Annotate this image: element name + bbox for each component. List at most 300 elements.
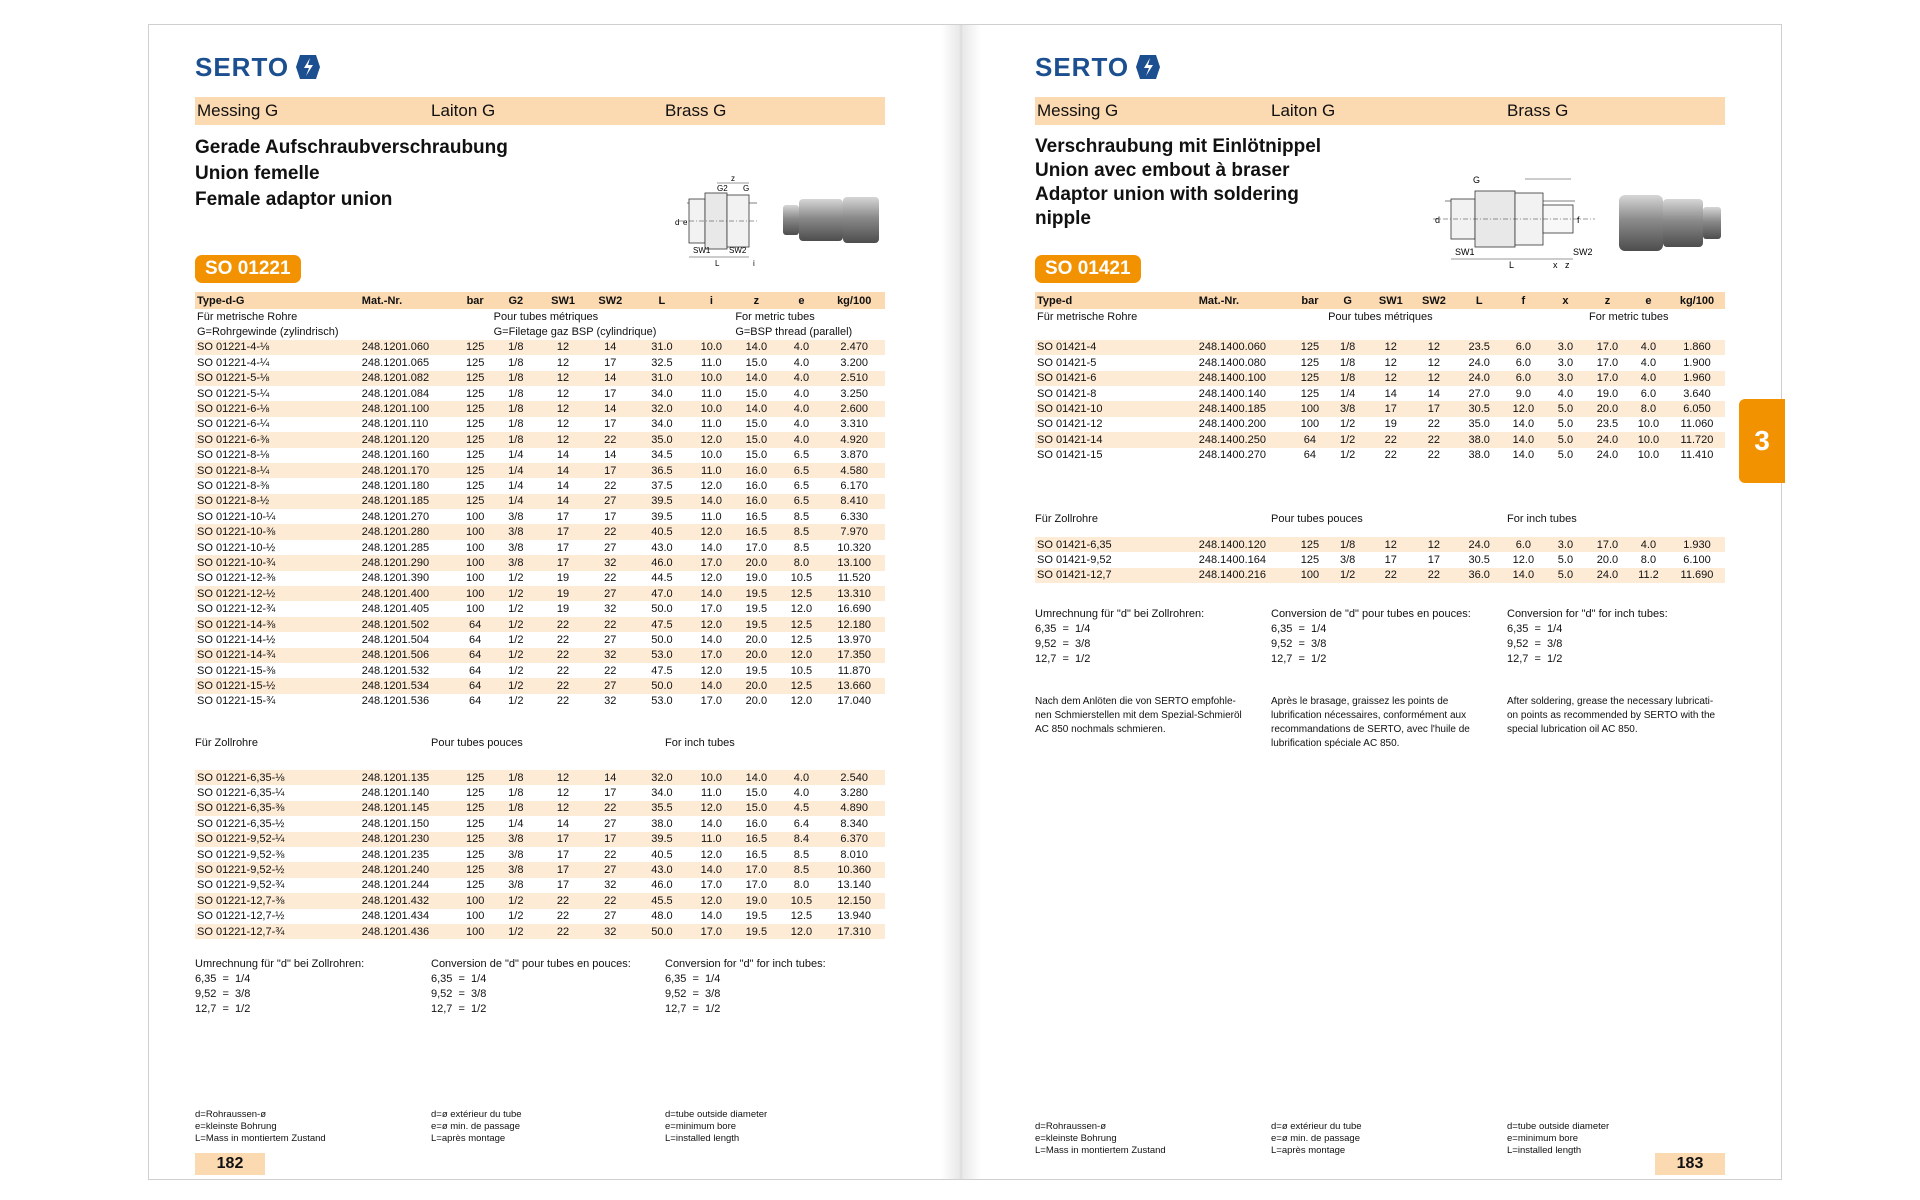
table-cell: 100 (465, 572, 485, 585)
table-cell: 32.0 (634, 401, 689, 416)
table-cell: 248.1201.145 (360, 801, 459, 816)
table-cell: 125 (465, 449, 485, 462)
table-cell: 4.0 (1640, 356, 1657, 369)
table-cell: 248.1201.504 (361, 633, 430, 646)
caption-cell: Für metrische Rohre (197, 310, 298, 323)
table-cell: 3/8 (508, 541, 524, 554)
table-cell: 6.4 (793, 817, 810, 830)
table-cell: 2.470 (823, 340, 885, 355)
table-cell: 2.600 (823, 401, 885, 416)
table-cell: 6.050 (1669, 401, 1725, 416)
inch-caption-fr: Pour tubes pouces (431, 737, 523, 749)
table-cell: 19.5 (733, 924, 779, 939)
column-header: z (1587, 292, 1628, 309)
table-cell: 14 (586, 371, 634, 386)
table-cell: 14.0 (733, 371, 779, 386)
table-cell: 22 (556, 695, 570, 708)
table-cell: 22 (604, 848, 617, 861)
dim-l-label: L (715, 259, 720, 268)
table-cell: 1/2 (508, 603, 524, 616)
table-cell: 12 (1412, 340, 1455, 355)
material-band (195, 97, 885, 125)
table-cell: 10.5 (779, 893, 823, 908)
table-cell: 12 (1384, 356, 1397, 369)
table-cell: 3.0 (1544, 537, 1587, 552)
table-cell: 248.1400.140 (1198, 387, 1267, 400)
title-en: Adaptor union with soldering (1035, 184, 1299, 205)
table-cell: 1/2 (508, 572, 524, 585)
table-cell: 12 (556, 418, 570, 431)
table-cell: 6.5 (779, 463, 823, 478)
table-cell: 11.0 (689, 463, 733, 478)
table-cell: 17.0 (1587, 537, 1628, 552)
table-cell: 23.5 (1455, 340, 1502, 355)
table-cell: 17 (586, 832, 634, 847)
caption-cell: For metric tubes (1589, 310, 1669, 323)
table-cell: SO 01221-4-⅛ (195, 340, 360, 355)
table-cell: SO 01221-10-¾ (195, 555, 360, 570)
table-cell: 17 (1369, 401, 1412, 416)
table-cell: SO 01221-8-⅛ (197, 449, 270, 462)
table-cell: 125 (465, 418, 485, 431)
table-cell: SO 01221-9,52-¾ (197, 879, 285, 892)
table-cell: SO 01221-10-⅜ (195, 524, 360, 539)
table-cell: 1/2 (492, 617, 540, 632)
table-cell: 3/8 (1326, 401, 1369, 416)
material-de: Messing G (1037, 101, 1119, 120)
table-cell: 39.5 (634, 494, 689, 509)
table-cell: 17 (556, 848, 570, 861)
footnote-en: d=tube outside diameter e=minimum bore L=installed length (665, 1109, 768, 1144)
table-cell: 4.0 (1628, 371, 1669, 386)
table-cell: 22 (586, 524, 634, 539)
table-cell: SO 01421-8 (1037, 387, 1097, 400)
table-cell: 19.0 (733, 893, 779, 908)
table-row (195, 663, 885, 678)
table-cell: 3/8 (1340, 554, 1356, 567)
table-cell: 11.0 (701, 387, 722, 400)
table-cell: 8.4 (779, 832, 823, 847)
table-cell: 32 (604, 879, 617, 892)
table-cell: 34.0 (651, 418, 673, 431)
table-cell: 22 (604, 664, 617, 677)
table-cell: 20.0 (745, 633, 768, 646)
table-cell: 4.5 (779, 801, 823, 816)
table-cell: 12.180 (823, 617, 885, 632)
table-row (195, 617, 885, 632)
table-cell: 40.5 (634, 524, 689, 539)
table-cell: 53.0 (651, 695, 673, 708)
table-cell: 19 (540, 586, 586, 601)
material-band (1035, 97, 1725, 125)
table-cell: 248.1201.230 (360, 832, 459, 847)
table-cell: 19.0 (745, 572, 768, 585)
caption-cell: Pour tubes métriques (1328, 310, 1433, 323)
table-cell: 248.1400.080 (1198, 356, 1267, 369)
table-header (195, 292, 885, 309)
table-cell: 8.5 (793, 541, 810, 554)
table-cell: 34.0 (651, 787, 673, 800)
table-cell: 64 (1294, 432, 1326, 447)
table-cell: 22 (604, 572, 617, 585)
table-cell: 125 (465, 387, 485, 400)
table-cell: 11.870 (837, 664, 871, 677)
dim-z-label: z (1565, 260, 1570, 270)
right-page (1035, 25, 1725, 1179)
table-cell: 14.0 (689, 862, 733, 877)
table-cell: 11.690 (1669, 568, 1725, 583)
material-fr: Laiton G (431, 101, 496, 120)
serto-logo (1035, 51, 1163, 83)
table-cell: 248.1201.065 (361, 356, 430, 369)
table-cell: 24.0 (1587, 568, 1628, 583)
table-cell: 47.5 (634, 617, 689, 632)
table-cell: 22 (556, 910, 570, 923)
table-cell: 125 (459, 432, 492, 447)
table-cell: 4.0 (1628, 340, 1669, 355)
table-cell: 11.0 (701, 418, 722, 431)
table-cell: 10.0 (1637, 449, 1660, 462)
table-row (1035, 432, 1725, 447)
table-cell: 1/2 (492, 678, 540, 693)
column-header: SW1 (1369, 292, 1412, 309)
table-cell: 15.0 (745, 449, 768, 462)
table-cell: 22 (540, 648, 586, 663)
table-cell: 1.960 (1669, 371, 1725, 386)
table-cell: 20.0 (1596, 554, 1619, 567)
table-row (195, 524, 885, 539)
table-cell: 3/8 (508, 848, 524, 861)
inch-caption-en: For inch tubes (665, 737, 735, 749)
table-cell: 6.330 (840, 510, 868, 523)
column-header: G (1326, 292, 1369, 309)
table-cell: 12.0 (700, 848, 723, 861)
table-cell: 248.1400.120 (1197, 537, 1294, 552)
table-cell: 100 (465, 541, 485, 554)
table-cell: 27 (586, 862, 634, 877)
table-cell: 11.060 (1680, 418, 1714, 431)
inch-caption-de: Für Zollrohre (195, 737, 258, 749)
table-cell: 39.5 (651, 510, 673, 523)
table-cell: 12.0 (689, 617, 733, 632)
table-cell: 125 (459, 862, 492, 877)
table-cell: 1/8 (492, 401, 540, 416)
table-cell: 12.0 (689, 432, 733, 447)
table-cell: 12.5 (779, 617, 823, 632)
table-cell: 100 (459, 524, 492, 539)
table-cell: SO 01221-5-¼ (197, 387, 270, 400)
table-cell: 14.0 (733, 340, 779, 355)
table-row (195, 355, 885, 370)
table-cell: 22 (1427, 418, 1441, 431)
table-cell: 2.510 (823, 371, 885, 386)
column-header: bar (1294, 292, 1326, 309)
table-cell: 248.1201.082 (360, 371, 459, 386)
dim-i-label: i (753, 259, 755, 268)
table-cell: 5.0 (1544, 401, 1587, 416)
table-cell: 248.1400.164 (1198, 554, 1267, 567)
table-cell: 3.310 (840, 418, 868, 431)
table-cell: 4.0 (1628, 537, 1669, 552)
dim-g-label: G (1473, 175, 1481, 185)
left-page (195, 25, 885, 1179)
table-row (195, 862, 885, 877)
table-cell: 10.0 (689, 340, 733, 355)
table-cell: 100 (465, 910, 485, 923)
table-cell: 248.1201.432 (360, 893, 459, 908)
catalog-spread (148, 24, 1782, 1180)
table-row (1035, 340, 1725, 355)
table-cell: 16.5 (733, 524, 779, 539)
table-cell: 22 (1412, 568, 1455, 583)
dim-g2-label: G2 (717, 184, 728, 193)
table-cell: SO 01421-12 (1037, 418, 1103, 431)
dim-sw2-label: SW2 (1573, 247, 1593, 257)
table-cell: 10.320 (837, 541, 872, 554)
footnote-de: d=Rohraussen-ø e=kleinste Bohrung L=Mass in montiertem Zustand (195, 1109, 326, 1144)
table-cell: 3/8 (508, 510, 524, 523)
title-fr: Union femelle (195, 163, 320, 184)
table-row (195, 417, 885, 432)
table-cell: 248.1201.536 (361, 695, 430, 708)
table-cell: 3/8 (492, 555, 540, 570)
table-cell: 4.0 (779, 401, 823, 416)
table-cell: SO 01221-12-¾ (197, 603, 276, 616)
table-cell: 17 (556, 510, 570, 523)
table-cell: 248.1400.216 (1197, 568, 1294, 583)
table-cell: 4.0 (793, 356, 810, 369)
table-cell: 248.1201.170 (360, 463, 459, 478)
table-cell: 8.5 (793, 510, 810, 523)
table-cell: 1/8 (492, 340, 540, 355)
table-cell: 1.900 (1683, 356, 1711, 369)
table-cell: SO 01421-14 (1035, 432, 1197, 447)
conversion-en: Conversion for "d" for inch tubes: 6,35 = 1/4 9,52 = 3/8 12,7 = 1/2 (1507, 608, 1668, 665)
table-cell: 1.930 (1669, 537, 1725, 552)
table-cell: 50.0 (634, 924, 689, 939)
table-cell: 12.5 (790, 633, 813, 646)
table-cell: 17.0 (689, 924, 733, 939)
column-header: kg/100 (1669, 292, 1725, 309)
table-cell: SO 01421-6,35 (1035, 537, 1197, 552)
table-cell: 10.0 (1637, 418, 1660, 431)
column-header: Type-d-G (195, 292, 360, 309)
table-cell: 10.5 (790, 572, 813, 585)
table-row (1035, 386, 1725, 401)
title-en-cont: nipple (1035, 208, 1091, 229)
table-cell: 4.0 (793, 387, 810, 400)
table-cell: 125 (465, 848, 485, 861)
table-cell: 43.0 (651, 541, 673, 554)
table-cell: 17.0 (1596, 356, 1619, 369)
table-cell: 17.0 (1587, 340, 1628, 355)
table-row (195, 448, 885, 463)
table-cell: 20.0 (733, 555, 779, 570)
table-cell: 32.5 (651, 356, 673, 369)
table-cell: 14.0 (1512, 449, 1535, 462)
table-cell: SO 01221-14-½ (197, 633, 276, 646)
table-cell: 30.5 (1455, 401, 1502, 416)
footnote-en: d=tube outside diameter e=minimum bore L=installed length (1507, 1121, 1610, 1156)
column-header: kg/100 (823, 292, 885, 309)
table-cell: 12.0 (689, 801, 733, 816)
table-cell: SO 01421-4 (1035, 340, 1197, 355)
table-cell: 64 (469, 633, 482, 646)
table-cell: SO 01221-10-½ (197, 541, 276, 554)
inch-table (1035, 537, 1725, 583)
table-cell: 1/2 (508, 910, 524, 923)
table-cell: 14.0 (700, 633, 723, 646)
table-cell: 125 (459, 770, 492, 785)
table-cell: 14.0 (689, 494, 733, 509)
caption-row (1035, 309, 1725, 324)
table-cell: 11.0 (701, 356, 722, 369)
table-cell: 125 (1300, 387, 1320, 400)
table-cell: 22 (1412, 432, 1455, 447)
table-cell: 14.0 (700, 541, 723, 554)
table-cell: SO 01221-8-⅜ (197, 479, 270, 492)
column-header: Mat.-Nr. (360, 292, 459, 309)
table-cell: 32 (604, 603, 617, 616)
table-cell: 17 (1412, 401, 1455, 416)
table-row (195, 801, 885, 816)
table-cell: 248.1201.150 (361, 817, 430, 830)
table-cell: 3/8 (492, 524, 540, 539)
table-cell: 248.1201.434 (361, 910, 430, 923)
dim-l-label: L (1509, 260, 1515, 270)
table-cell: 248.1201.285 (361, 541, 430, 554)
table-cell: 1/8 (492, 770, 540, 785)
table-cell: 8.0 (1628, 401, 1669, 416)
table-cell: 17 (604, 510, 617, 523)
table-cell: 6.0 (1515, 356, 1532, 369)
table-cell: 14 (540, 494, 586, 509)
metric-table (1035, 292, 1725, 463)
table-cell: 46.0 (634, 555, 689, 570)
table-cell: 22 (1369, 432, 1412, 447)
table-cell: SO 01221-6,35-¼ (197, 787, 285, 800)
table-cell: SO 01221-12-⅜ (197, 572, 276, 585)
table-row (195, 401, 885, 416)
table-cell: 3.200 (840, 356, 868, 369)
table-cell: 17.310 (823, 924, 885, 939)
table-cell: 12 (1369, 340, 1412, 355)
dim-d-label: d (675, 218, 680, 227)
column-header: e (779, 292, 823, 309)
table-cell: 248.1201.135 (360, 770, 459, 785)
table-cell: 248.1400.060 (1197, 340, 1294, 355)
table-cell: 17.0 (689, 648, 733, 663)
table-row (195, 678, 885, 693)
table-cell: SO 01221-8-¼ (195, 463, 360, 478)
caption-cell: G=Rohrgewinde (zylindrisch) (197, 326, 339, 339)
table-cell: SO 01221-14-⅜ (195, 617, 360, 632)
table-cell: 14.0 (1503, 432, 1544, 447)
table-row (195, 509, 885, 524)
title-fr: Union avec embout à braser (1035, 160, 1290, 181)
table-cell: 4.0 (779, 371, 823, 386)
table-cell: 12 (556, 356, 570, 369)
table-cell: 16.5 (745, 510, 768, 523)
table-cell: 27 (586, 494, 634, 509)
dim-z-label: z (731, 174, 735, 183)
table-cell: 4.0 (779, 340, 823, 355)
column-header: z (733, 292, 779, 309)
metric-table (195, 292, 885, 709)
table-row (195, 463, 885, 478)
table-cell: 248.1201.436 (360, 924, 459, 939)
conversion-fr: Conversion de "d" pour tubes en pouces: 6,35 = 1/4 9,52 = 3/8 12,7 = 1/2 (1271, 608, 1471, 665)
table-cell: 24.0 (1455, 371, 1502, 386)
table-cell: 248.1201.390 (361, 572, 430, 585)
table-cell: 1/8 (492, 432, 540, 447)
table-cell: 12.0 (1512, 554, 1535, 567)
table-cell: 12.0 (700, 572, 723, 585)
table-cell: 248.1201.280 (360, 524, 459, 539)
column-header: SW2 (1412, 292, 1455, 309)
table-cell: 32 (586, 924, 634, 939)
table-cell: 22 (586, 617, 634, 632)
table-cell: SO 01421-9,52 (1037, 554, 1112, 567)
table-cell: 1/2 (508, 664, 524, 677)
table-cell: 15.0 (745, 387, 768, 400)
table-row (195, 847, 885, 862)
table-cell: 12.0 (790, 603, 813, 616)
table-cell: 53.0 (634, 648, 689, 663)
table-cell: 4.580 (823, 463, 885, 478)
column-header: SW2 (586, 292, 634, 309)
table-cell: 248.1201.235 (361, 848, 430, 861)
table-cell: 248.1201.240 (360, 862, 459, 877)
table-cell: 100 (459, 924, 492, 939)
table-cell: 12 (1369, 371, 1412, 386)
caption-row (195, 324, 885, 339)
table-cell: 12 (540, 801, 586, 816)
table-cell: 12.5 (779, 678, 823, 693)
table-row (195, 878, 885, 893)
female-adaptor-drawing (673, 173, 763, 269)
table-cell: 248.1201.160 (361, 449, 430, 462)
table-cell: 27 (604, 817, 617, 830)
table-row (1035, 401, 1725, 416)
table-cell: SO 01221-9,52-½ (195, 862, 360, 877)
logo-text: SERTO (195, 51, 290, 82)
table-row (195, 770, 885, 785)
table-cell: 14.0 (689, 678, 733, 693)
table-cell: 22 (540, 924, 586, 939)
table-cell: 1/8 (508, 356, 524, 369)
table-cell: 17 (604, 418, 617, 431)
table-cell: 8.5 (779, 524, 823, 539)
table-cell: 8.5 (779, 862, 823, 877)
table-cell: 125 (1294, 340, 1326, 355)
table-cell: 22 (540, 617, 586, 632)
table-cell: 12.0 (1503, 401, 1544, 416)
table-cell: 100 (459, 586, 492, 601)
table-row (195, 816, 885, 831)
table-cell: 17 (540, 524, 586, 539)
table-cell: 17.0 (745, 541, 768, 554)
table-row (195, 540, 885, 555)
table-cell: 100 (1300, 418, 1320, 431)
table-cell: 1/2 (1340, 449, 1356, 462)
table-cell: 125 (465, 356, 485, 369)
table-cell: 3.640 (1683, 387, 1711, 400)
table-cell: 5.0 (1544, 432, 1587, 447)
table-cell: 248.1201.120 (360, 432, 459, 447)
table-cell: 125 (459, 401, 492, 416)
caption-cell: Für metrische Rohre (1037, 310, 1138, 323)
